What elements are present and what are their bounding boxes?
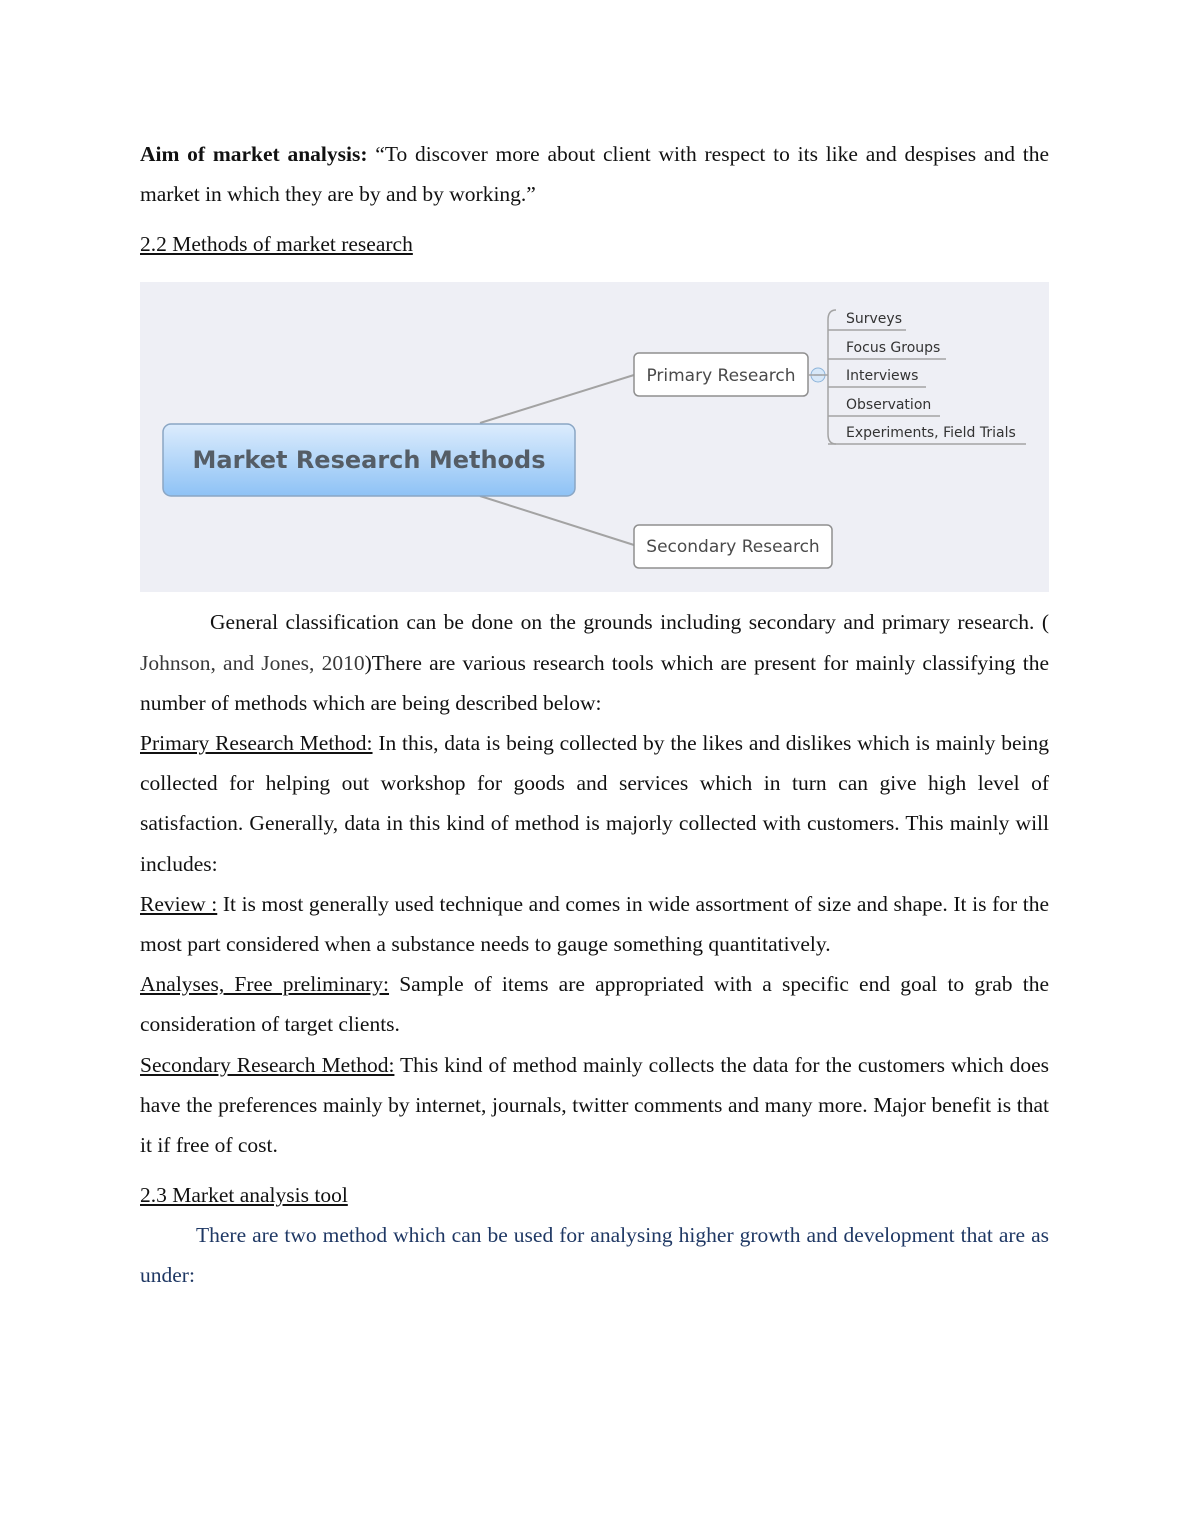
analyses-paragraph bbox=[140, 964, 1049, 1044]
general-text-2: )There are various research tools which are present for mainly classifying the number of methods which are being described below: bbox=[140, 650, 1049, 715]
child-interviews-label: Interviews bbox=[846, 368, 919, 385]
center-node-label: Market Research Methods bbox=[192, 446, 546, 475]
aim-text: “To discover more about client with respect to its like and despises and the market in which they are by and by working.” bbox=[140, 142, 1049, 207]
child-observation-label: Observation bbox=[846, 397, 932, 414]
aim-paragraph bbox=[140, 134, 1049, 214]
mind-map-diagram bbox=[140, 282, 1049, 592]
primary-method-label: Primary Research Method: bbox=[140, 731, 373, 756]
primary-research-label: Primary Research bbox=[646, 366, 796, 387]
analyses-text: Sample of items are appropriated with a specific end goal to grab the consideration of target clients. bbox=[140, 972, 1049, 1037]
section-2-3-heading: 2.3 Market analysis tool bbox=[140, 1183, 348, 1208]
section-2-3-paragraph: There are two method which can be used for analysing higher growth and development that are as under: bbox=[140, 1223, 1049, 1288]
primary-method-text: In this, data is being collected by the likes and dislikes which is mainly being collected for helping out workshop for goods and services which in turn can give high level of satisfaction. Generally, data in this kind of method is majorly collected with customers. This mainly will includes: bbox=[140, 731, 1049, 876]
secondary-research-label: Secondary Research bbox=[646, 537, 820, 558]
section-2-2-heading: 2.2 Methods of market research bbox=[140, 232, 413, 257]
secondary-method-paragraph bbox=[140, 1045, 1049, 1166]
child-surveys-label: Surveys bbox=[846, 311, 902, 328]
document-page bbox=[140, 134, 1049, 1296]
child-focus-groups-label: Focus Groups bbox=[846, 340, 941, 357]
review-text: It is most generally used technique and comes in wide assortment of size and shape. It is for the most part considered when a substance needs to gauge something quantitatively. bbox=[140, 891, 1049, 957]
review-paragraph bbox=[140, 884, 1049, 964]
general-text-1: General classification can be done on the grounds including secondary and primary research. ( bbox=[210, 610, 1049, 635]
citation: Johnson, and Jones, 2010 bbox=[140, 650, 365, 675]
secondary-method-text: This kind of method mainly collects the data for the customers which does have the preferences mainly by internet, journals, twitter comments and many more. Major benefit is that it if free of cost. bbox=[140, 1052, 1049, 1158]
aim-label: Aim of market analysis: bbox=[140, 142, 368, 166]
analyses-label: Analyses, Free preliminary: bbox=[140, 972, 390, 997]
primary-method-paragraph bbox=[140, 723, 1049, 884]
general-classification-paragraph bbox=[140, 602, 1049, 723]
child-experiments-label: Experiments, Field Trials bbox=[846, 425, 1016, 442]
review-label: Review : bbox=[140, 891, 218, 916]
secondary-method-label: Secondary Research Method: bbox=[140, 1052, 395, 1077]
